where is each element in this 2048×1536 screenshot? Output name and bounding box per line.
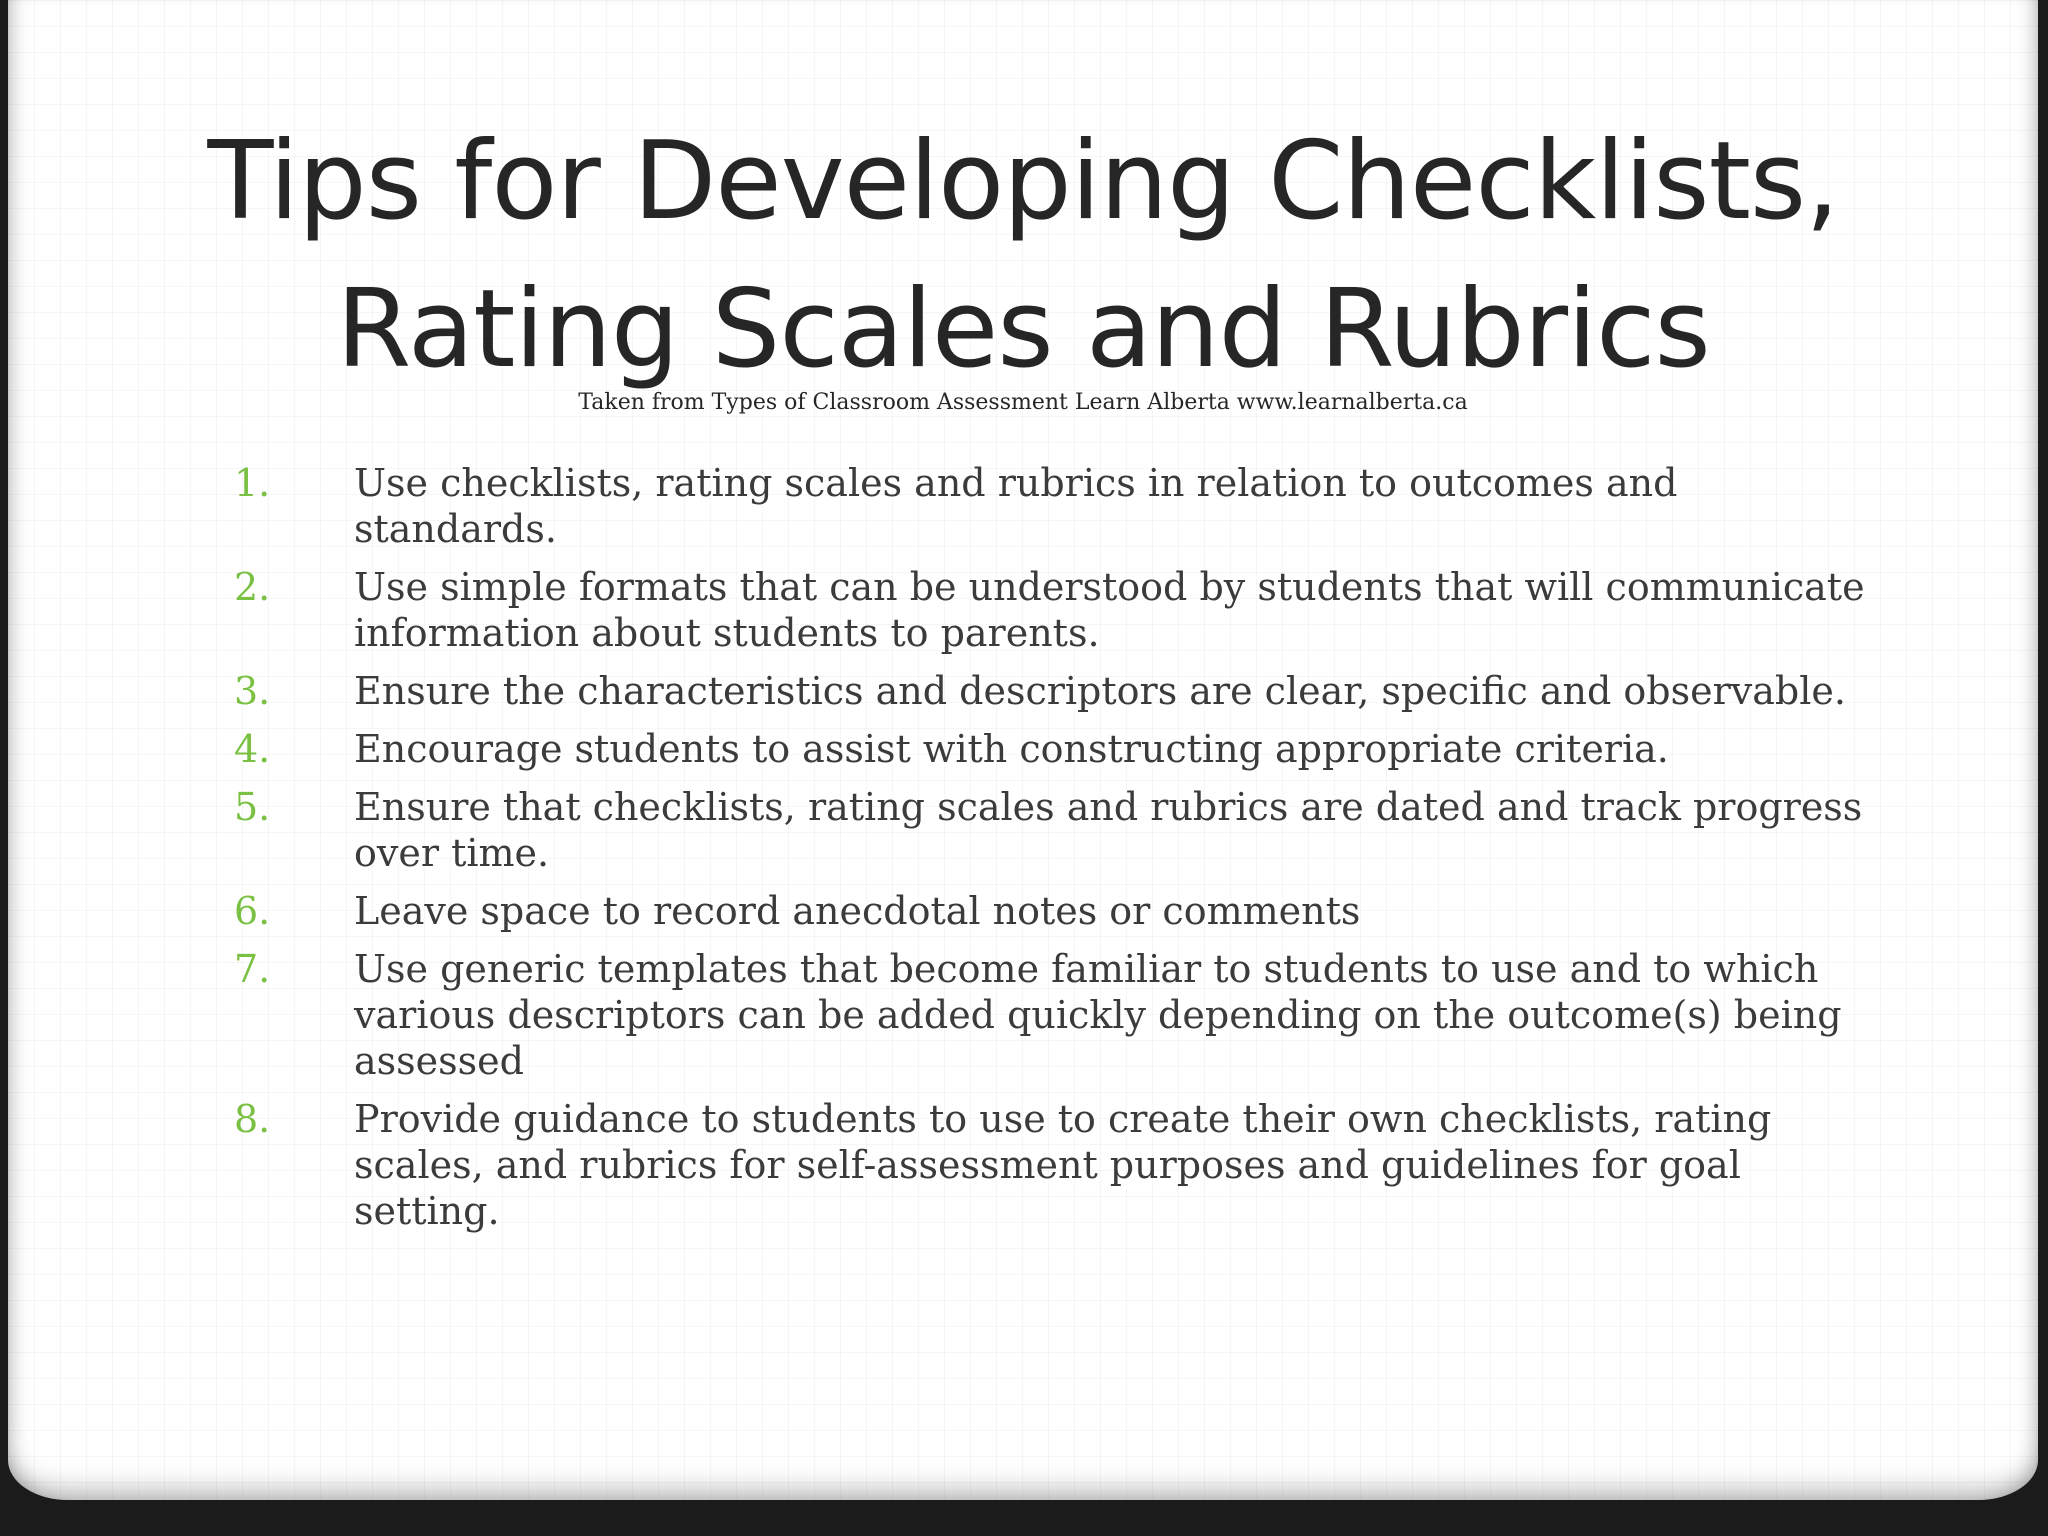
list-item-text: Use checklists, rating scales and rubrics in relation to outcomes and standards.: [354, 461, 1678, 551]
list-item-text: Encourage students to assist with constructing appropriate criteria.: [354, 727, 1669, 771]
title-line-1: Tips for Developing Checklists,: [207, 119, 1839, 244]
list-item-text: Provide guidance to students to use to create their own checklists, rating scales, and rubrics for self-assessment purposes and guidelines for goal setting.: [354, 1097, 1772, 1233]
list-item-text: Use simple formats that can be understood by students that will communicate information about students to parents.: [354, 565, 1865, 655]
title-line-2: Rating Scales and Rubrics: [336, 267, 1710, 392]
list-item-number: 8.: [234, 1097, 271, 1141]
list-item-text: Leave space to record anecdotal notes or comments: [354, 889, 1361, 933]
list-item-number: 5.: [234, 785, 271, 829]
list-item: [234, 946, 1874, 1084]
list-item-number: 3.: [234, 669, 271, 713]
list-item-text: Ensure that checklists, rating scales and rubrics are dated and track progress over time.: [354, 785, 1863, 875]
page-title: [8, 108, 2038, 404]
list-item-number: 1.: [234, 461, 271, 505]
list-item-text: Use generic templates that become familiar to students to use and to which various descriptors can be added quickly depending on the outcome(s) being assessed: [354, 947, 1842, 1083]
slide: [8, 0, 2038, 1500]
list-item: [234, 460, 1874, 552]
list-item: [234, 564, 1874, 656]
list-item: [234, 888, 1874, 934]
list-item-number: 6.: [234, 889, 271, 933]
list-item: [234, 668, 1874, 714]
list-item: [234, 784, 1874, 876]
list-item: [234, 1096, 1874, 1234]
list-item-number: 7.: [234, 947, 271, 991]
list-item-number: 4.: [234, 727, 271, 771]
list-item-text: Ensure the characteristics and descriptors are clear, specific and observable.: [354, 669, 1846, 713]
list-item: [234, 726, 1874, 772]
tips-list: [234, 460, 1874, 1246]
list-item-number: 2.: [234, 565, 271, 609]
source-citation: Taken from Types of Classroom Assessment Learn Alberta www.learnalberta.ca: [578, 390, 1468, 415]
